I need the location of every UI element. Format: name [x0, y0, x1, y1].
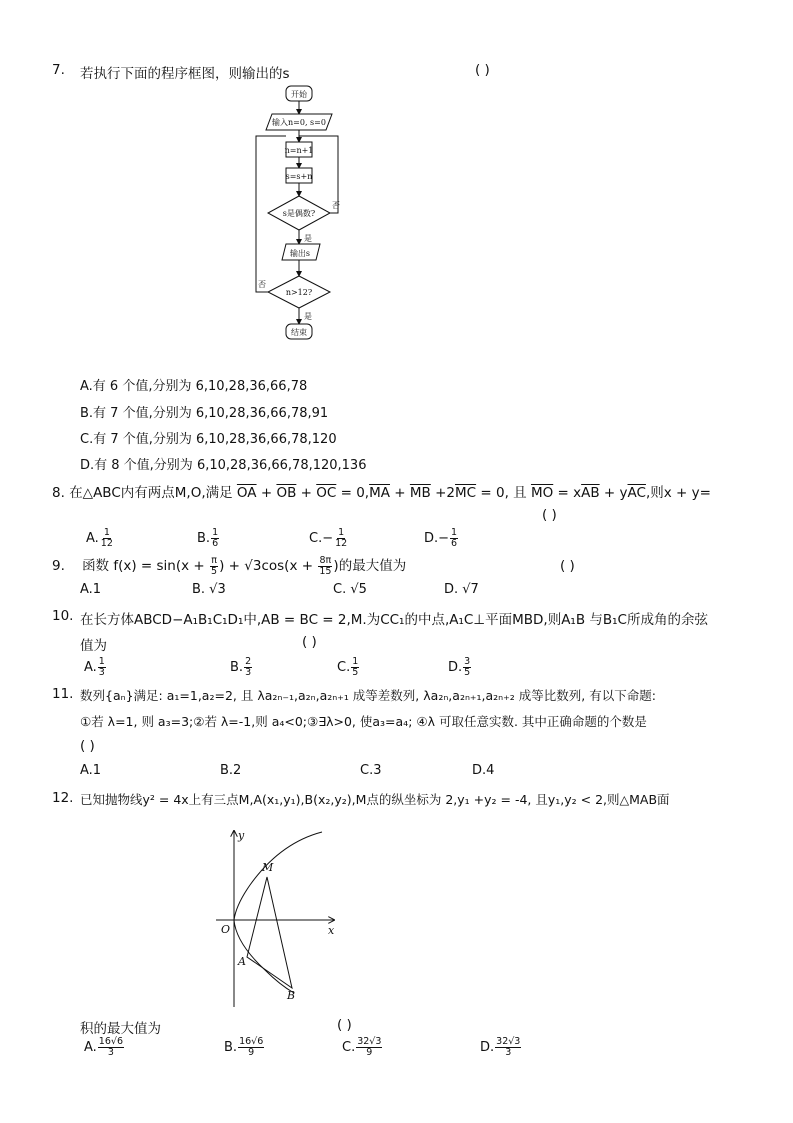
- flowchart: [250, 84, 345, 344]
- question-7-text: 若执行下面的程序框图，则输出的s: [80, 66, 290, 82]
- question-10-option-d[interactable]: D. $\frac{3}{5}$: [448, 656, 471, 678]
- y-axis-label: y: [238, 829, 245, 842]
- flow-start-label: 开始: [291, 90, 307, 99]
- question-9: 9. 函数 f(x) = sin(x + $\frac{\pi}{5}$ ) + √3cos(x + $\frac{8\pi}{15}$ )的最大值为: [52, 554, 407, 577]
- question-11-option-d[interactable]: D.4: [472, 763, 495, 778]
- vector-ab: $\overline{AB}$: [581, 485, 600, 501]
- question-12-option-b[interactable]: B. $\frac{16√6}{9}$: [224, 1036, 264, 1058]
- question-12-number: 12.: [52, 790, 74, 806]
- question-7-option-a[interactable]: A.有 6 个值,分别为 6,10,28,36,66,78: [80, 379, 308, 394]
- question-10-option-b[interactable]: B. $\frac{2}{3}$: [230, 656, 252, 678]
- question-7-option-b[interactable]: B.有 7 个值,分别为 6,10,28,36,66,78,91: [80, 406, 329, 421]
- question-9-number: 9.: [52, 558, 65, 574]
- question-12-line2: 积的最大值为: [80, 1021, 161, 1037]
- question-12-answer-paren: ( ): [337, 1017, 352, 1033]
- question-7-number: 7.: [52, 62, 65, 78]
- question-9-answer-paren: ( ): [560, 558, 575, 574]
- parabola-curve: [234, 832, 322, 993]
- origin-label: O: [221, 923, 231, 936]
- question-7-option-d[interactable]: D.有 8 个值,分别为 6,10,28,36,66,78,120,136: [80, 458, 367, 473]
- question-11-line1: 数列{aₙ}满足: a₁=1,a₂=2, 且 λa₂ₙ₋₁,a₂ₙ,a₂ₙ₊₁ 成等差数列, λa₂ₙ,a₂ₙ₊₁,a₂ₙ₊₂ 成等比数列, 有以下命题:: [80, 688, 656, 703]
- triangle-mab: [247, 877, 292, 988]
- question-7-option-c[interactable]: C.有 7 个值,分别为 6,10,28,36,66,78,120: [80, 432, 337, 447]
- question-8-option-b[interactable]: B. $\frac{1}{6}$: [197, 527, 219, 549]
- question-11-option-c[interactable]: C.3: [360, 763, 382, 778]
- question-9-option-c[interactable]: C. √5: [333, 582, 367, 597]
- vector-ma: $\overline{MA}$: [369, 485, 390, 501]
- vector-oa: $\overline{OA}$: [236, 485, 257, 501]
- flow-cond-n-label: n>12?: [285, 288, 313, 297]
- vector-ob: $\overline{OB}$: [276, 485, 297, 501]
- question-8-number: 8.: [52, 485, 65, 501]
- question-12-line1: 已知抛物线y² = 4x上有三点M,A(x₁,y₁),B(x₂,y₂),M点的纵坐标为 2,y₁ +y₂ = -4, 且y₁,y₂ < 2,则△MAB面: [80, 792, 670, 807]
- flow-input-label: 输入n=0, s=0: [272, 118, 326, 127]
- question-9-option-b[interactable]: B. √3: [192, 582, 226, 597]
- parabola-figure: [210, 825, 345, 1010]
- question-10-option-a[interactable]: A. $\frac{1}{3}$: [84, 656, 105, 678]
- flow-yes2-label: 是: [304, 312, 312, 321]
- question-8-option-d[interactable]: D.− $\frac{1}{6}$: [424, 527, 458, 549]
- vector-mo: $\overline{MO}$: [530, 485, 554, 501]
- question-10-answer-paren: ( ): [302, 634, 317, 650]
- question-10-line1: 在长方体ABCD−A₁B₁C₁D₁中,AB = BC = 2,M.为CC₁的中点,A₁C⊥平面MBD,则A₁B 与B₁C所成角的余弦: [80, 612, 708, 628]
- question-12-option-a[interactable]: A. $\frac{16√6}{3}$: [84, 1036, 123, 1058]
- question-12-option-c[interactable]: C. $\frac{32√3}{9}$: [342, 1036, 382, 1058]
- question-9-option-a[interactable]: A.1: [80, 582, 102, 597]
- vector-mb: $\overline{MB}$: [409, 485, 431, 501]
- question-11-option-a[interactable]: A.1: [80, 763, 102, 778]
- point-a-label: A: [238, 955, 246, 968]
- question-8-option-a[interactable]: A. $\frac{1}{12}$: [86, 527, 113, 549]
- vector-mc: $\overline{MC}$: [455, 485, 477, 501]
- point-m-label: M: [262, 861, 274, 874]
- question-9-option-d[interactable]: D. √7: [444, 582, 479, 597]
- question-10-option-c[interactable]: C. $\frac{1}{5}$: [337, 656, 359, 678]
- question-12-option-d[interactable]: D. $\frac{32√3}{3}$: [480, 1036, 521, 1058]
- question-11-line2: ①若 λ=1, 则 a₃=3;②若 λ=-1,则 a₄<0;③∃λ>0, 使a₃=a₄; ④λ 可取任意实数. 其中正确命题的个数是: [80, 714, 647, 729]
- flow-yes-label: 是: [304, 234, 312, 243]
- vector-ac: $\overline{AC}$: [627, 485, 646, 501]
- question-7-answer-paren: ( ): [475, 62, 490, 78]
- question-10-number: 10.: [52, 608, 74, 624]
- question-8-option-c[interactable]: C.− $\frac{1}{12}$: [309, 527, 348, 549]
- flow-no-label: 否: [332, 201, 340, 210]
- point-b-label: B: [287, 989, 296, 1002]
- question-8: 8. 在△ABC内有两点M,O,满足 $\overline{OA} + \overline{OB} + \overline{OC} = 0,\overline{MA} + \overline{MB} +2\overline{MC} = 0$, 且 $\overline{MO} = x\overline{AB} + y\overline{AC}$,则x + y=: [52, 485, 711, 501]
- question-8-answer-paren: ( ): [542, 507, 557, 523]
- vector-oc: $\overline{OC}$: [316, 485, 337, 501]
- question-11-option-b[interactable]: B.2: [220, 763, 242, 778]
- question-8-pre: 在△ABC内有两点M,O,满足: [69, 485, 233, 501]
- flow-no2-label: 否: [258, 280, 266, 289]
- x-axis-label: x: [328, 924, 335, 937]
- question-11-number: 11.: [52, 686, 74, 702]
- flow-output-label: 输出s: [289, 249, 311, 258]
- question-10-line2: 值为: [80, 638, 107, 654]
- flow-step-n-label: n=n+1: [284, 146, 314, 155]
- question-11-answer-paren: ( ): [80, 738, 95, 754]
- flow-cond-even-label: s是偶数?: [282, 209, 316, 218]
- flow-step-s-label: s=s+n: [285, 172, 313, 181]
- flow-end-label: 结束: [291, 328, 307, 337]
